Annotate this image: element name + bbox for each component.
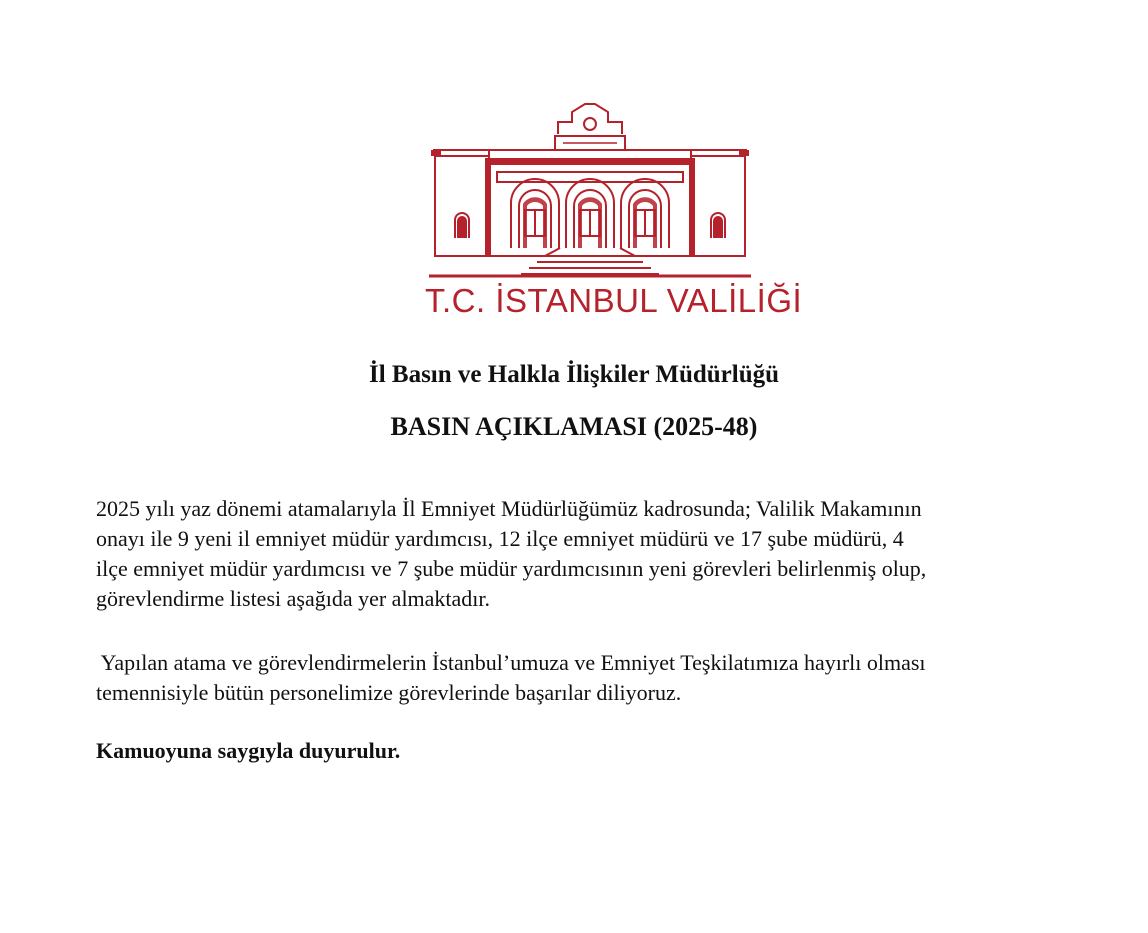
valilik-building-icon bbox=[425, 98, 755, 288]
paragraph-2 bbox=[96, 648, 1096, 708]
istanbul-valiligi-logo bbox=[425, 98, 803, 328]
paragraph-line: ilçe emniyet müdür yardımcısı ve 7 şube müdür yardımcısının yeni görevleri belirlenmiş olup, bbox=[96, 556, 927, 581]
release-title: BASIN AÇIKLAMASI (2025-48) bbox=[390, 412, 758, 441]
department-heading: İl Basın ve Halkla İlişkiler Müdürlüğü bbox=[368, 361, 780, 388]
paragraph-line: Yapılan atama ve görevlendirmelerin İstanbul’umuza ve Emniyet Teşkilatımıza hayırlı olması bbox=[96, 650, 926, 675]
paragraph-line: temennisiyle bütün personelimize görevlerinde başarılar diliyoruz. bbox=[96, 680, 682, 705]
paragraph-1 bbox=[96, 494, 1096, 614]
paragraph-line: onayı ile 9 yeni il emniyet müdür yardımcısı, 12 ilçe emniyet müdürü ve 17 şube müdürü, 4 bbox=[96, 526, 904, 551]
closing-statement: Kamuoyuna saygıyla duyurulur. bbox=[96, 738, 401, 763]
paragraph-line: 2025 yılı yaz dönemi atamalarıyla İl Emniyet Müdürlüğümüz kadrosunda; Valilik Makamının bbox=[96, 496, 922, 521]
logo-text: T.C. İSTANBUL VALİLİĞİ bbox=[425, 282, 803, 319]
paragraph-line: görevlendirme listesi aşağıda yer almaktadır. bbox=[96, 586, 491, 611]
